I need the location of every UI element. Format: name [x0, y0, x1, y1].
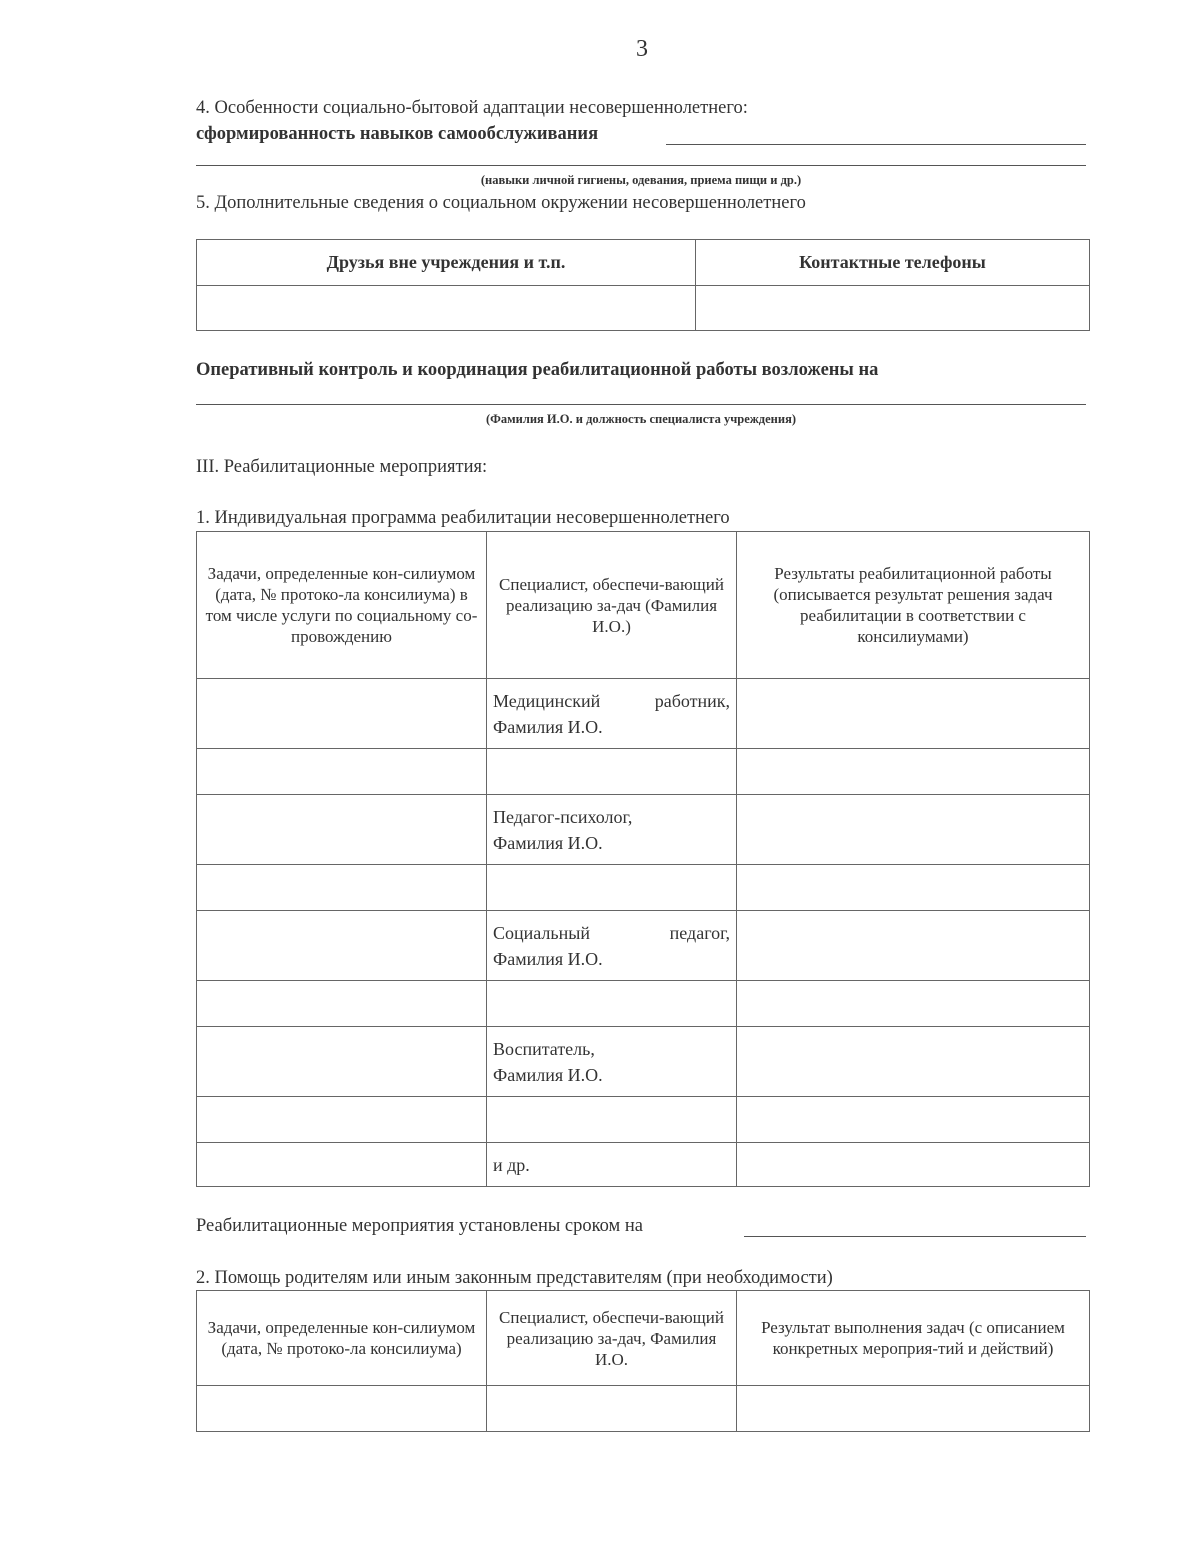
friends-header: Друзья вне учреждения и т.п.	[197, 240, 696, 286]
specialist-header: Специалист, обеспечи-вающий реализацию за-дач, Фамилия И.О.	[487, 1291, 737, 1386]
table-header-row	[197, 532, 1090, 679]
table-row	[197, 981, 1090, 1027]
specialist-cell[interactable]	[487, 981, 737, 1027]
friends-cell[interactable]	[197, 286, 696, 331]
task-cell[interactable]	[197, 1386, 487, 1432]
result-cell[interactable]	[737, 679, 1090, 749]
specialist-cell[interactable]	[487, 1386, 737, 1432]
table-row	[197, 1097, 1090, 1143]
social-environment-table	[196, 239, 1090, 331]
result-cell[interactable]	[737, 1386, 1090, 1432]
table-row	[197, 749, 1090, 795]
specialist-name-label: Фамилия И.О.	[493, 716, 603, 737]
specialist-role: Педагог-психолог,	[493, 806, 633, 827]
table-row	[197, 865, 1090, 911]
result-cell[interactable]	[737, 981, 1090, 1027]
task-cell[interactable]	[197, 1027, 487, 1097]
table-header-row	[197, 1291, 1090, 1386]
tasks-header: Задачи, определенные кон-силиумом (дата, № протоко-ла консилиума)	[197, 1291, 487, 1386]
task-cell[interactable]	[197, 1097, 487, 1143]
table-row	[197, 795, 1090, 865]
page-number: 3	[636, 36, 648, 62]
specialist-name-label: Фамилия И.О.	[493, 1064, 603, 1085]
task-cell[interactable]	[197, 865, 487, 911]
results-header: Результаты реабилитационной работы (описывается результат решения задач реабилитации в соответствии с консилиумами)	[737, 532, 1090, 679]
specialist-cell	[487, 795, 737, 865]
result-cell[interactable]	[737, 1143, 1090, 1187]
table-row	[197, 1143, 1090, 1187]
section5-title: 5. Дополнительные сведения о социальном окружении несовершеннолетнего	[196, 193, 806, 213]
parents-help-table	[196, 1290, 1090, 1432]
specialist-cell	[487, 1027, 737, 1097]
self-service-label: сформированность навыков самообслуживания	[196, 124, 599, 144]
result-cell[interactable]	[737, 911, 1090, 981]
term-text: Реабилитационные мероприятия установлены сроком на	[196, 1216, 643, 1236]
task-cell[interactable]	[197, 749, 487, 795]
specialist-cell[interactable]	[487, 865, 737, 911]
specialist-name-label: Фамилия И.О.	[493, 948, 603, 969]
table-header-row	[197, 240, 1090, 286]
program-title: 1. Индивидуальная программа реабилитации несовершеннолетнего	[196, 508, 730, 528]
task-cell[interactable]	[197, 981, 487, 1027]
phones-header: Контактные телефоны	[696, 240, 1090, 286]
specialist-cell	[487, 911, 737, 981]
rehabilitation-program-table	[196, 531, 1090, 1187]
control-person-field[interactable]	[196, 404, 1086, 405]
specialist-role: Медицинский работник,	[493, 690, 730, 711]
table-row	[197, 1027, 1090, 1097]
tasks-header: Задачи, определенные кон-силиумом (дата, № протоко-ла консилиума) в том числе услуги по социальному со-провождению	[197, 532, 487, 679]
term-field[interactable]	[744, 1236, 1086, 1237]
self-service-field[interactable]	[666, 144, 1086, 145]
specialist-cell[interactable]	[487, 749, 737, 795]
control-text: Оперативный контроль и координация реабилитационной работы возложены на	[196, 360, 879, 380]
result-cell[interactable]	[737, 865, 1090, 911]
task-cell[interactable]	[197, 911, 487, 981]
specialist-role: Воспитатель,	[493, 1038, 595, 1059]
section4-title: 4. Особенности социально-бытовой адаптации несовершеннолетнего:	[196, 98, 748, 118]
table-row	[197, 286, 1090, 331]
section4-caption: (навыки личной гигиены, одевания, приема пищи и др.)	[480, 173, 802, 187]
parents-help-title: 2. Помощь родителям или иным законным представителям (при необходимости)	[196, 1268, 833, 1288]
results-header: Результат выполнения задач (с описанием конкретных мероприя-тий и действий)	[737, 1291, 1090, 1386]
task-cell[interactable]	[197, 679, 487, 749]
part3-title: III. Реабилитационные мероприятия:	[196, 457, 488, 477]
table-row	[197, 679, 1090, 749]
phones-cell[interactable]	[696, 286, 1090, 331]
specialist-role: Социальный педагог,	[493, 922, 730, 943]
specialist-name-label: Фамилия И.О.	[493, 832, 603, 853]
specialist-cell	[487, 679, 737, 749]
self-service-field-line2[interactable]	[196, 165, 1086, 166]
result-cell[interactable]	[737, 1027, 1090, 1097]
task-cell[interactable]	[197, 795, 487, 865]
task-cell[interactable]	[197, 1143, 487, 1187]
specialist-cell[interactable]	[487, 1097, 737, 1143]
result-cell[interactable]	[737, 1097, 1090, 1143]
table-row	[197, 911, 1090, 981]
control-caption: (Фамилия И.О. и должность специалиста учреждения)	[485, 412, 797, 426]
table-row	[197, 1386, 1090, 1432]
specialist-header: Специалист, обеспечи-вающий реализацию за-дач (Фамилия И.О.)	[487, 532, 737, 679]
specialist-cell-other: и др.	[487, 1143, 737, 1187]
result-cell[interactable]	[737, 795, 1090, 865]
result-cell[interactable]	[737, 749, 1090, 795]
